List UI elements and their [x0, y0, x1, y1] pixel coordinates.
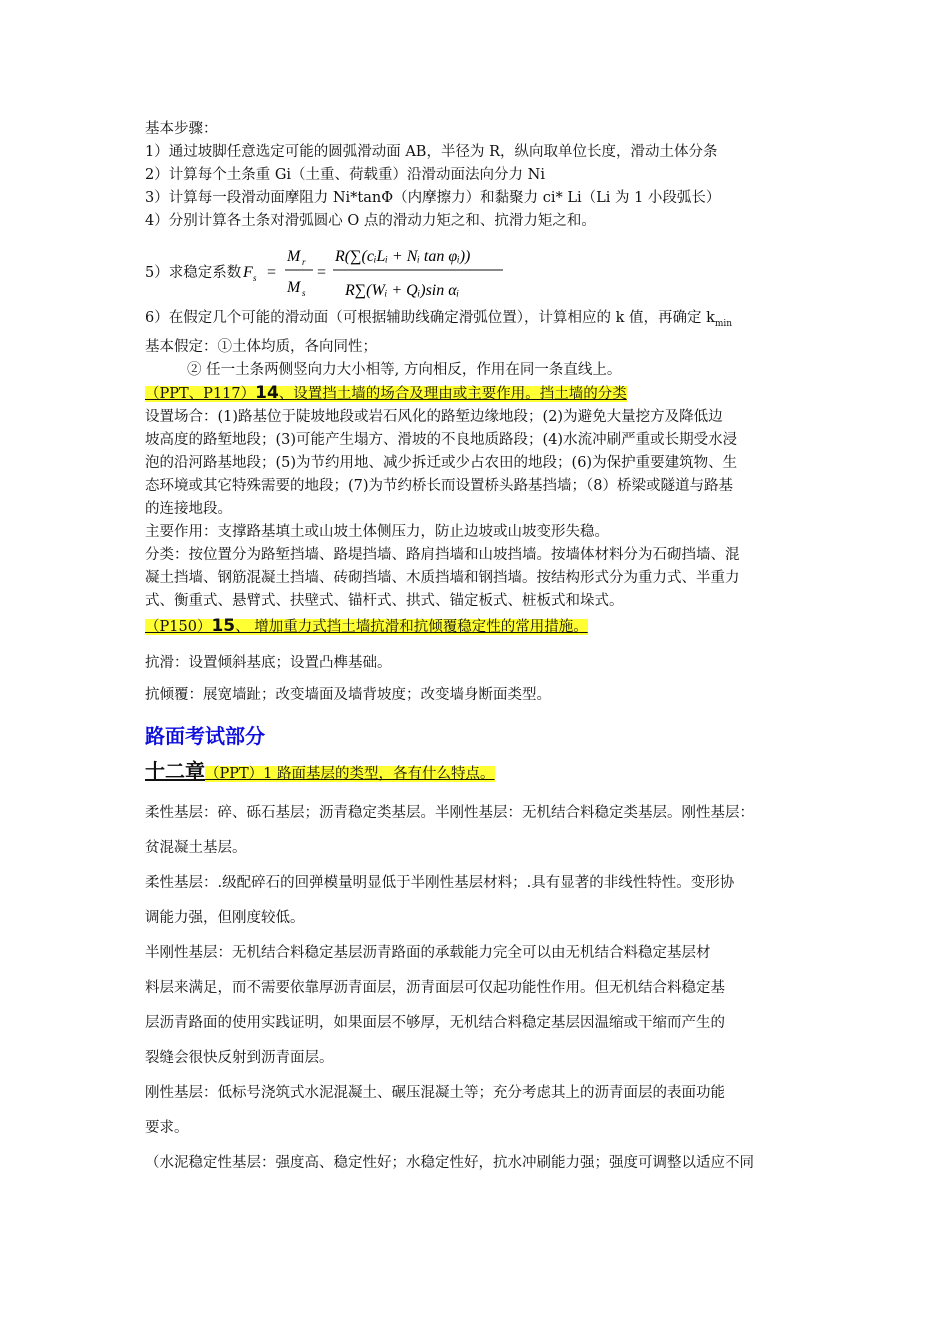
base-types-line-1: 柔性基层：碎、砾石基层；沥青稳定类基层。半刚性基层：无机结合料稳定类基层。刚性基层：	[145, 804, 754, 821]
rigid-base-line-1: 刚性基层：低标号浇筑式水泥混凝土、碾压混凝土等；充分考虑其上的沥青面层的表面功能	[145, 1084, 725, 1101]
mr-subscript: r	[302, 257, 306, 267]
stability-coefficient-formula	[241, 237, 511, 305]
step-6	[145, 307, 810, 336]
chapter-label: 十二章	[145, 758, 205, 783]
fs-symbol: F	[243, 264, 254, 281]
document-page	[145, 118, 810, 1181]
question-14-ref: （PPT、P117）	[145, 385, 256, 402]
question-14-title: 、设置挡土墙的场合及理由或主要作用。挡土墙的分类	[278, 385, 627, 402]
step-1: 1）通过坡脚任意选定可能的圆弧滑动面 AB，半径为 R，纵向取单位长度，滑动土体分条	[145, 144, 718, 160]
flexible-base-line-1: 柔性基层：.级配碎石的回弹模量明显低于半刚性基层材料；.具有显著的非线性特性。变形协	[145, 874, 735, 891]
formula-numerator: R(∑(cᵢLᵢ + Nᵢ tan φᵢ))	[335, 248, 471, 265]
q14-setting-line-2: 坡高度的路堑地段；(3)可能产生塌方、滑坡的不良地质路段；(4)水流冲刷严重或长期受水浸	[145, 431, 738, 448]
cement-base-line-1: （水泥稳定性基层：强度高、稳定性好；水稳定性好，抗水冲刷能力强；强度可调整以适应不同	[145, 1154, 754, 1171]
equals-sign-1: =	[267, 264, 277, 281]
q14-setting-line-1: 设置场合：(1)路基位于陡坡地段或岩石风化的路堑边缘地段；(2)为避免大量挖方及降低边	[145, 408, 723, 425]
step-2: 2）计算每个土条重 Gi（土重、荷载重）沿滑动面法向分力 Ni	[145, 167, 545, 183]
step-3: 3）计算每一段滑动面摩阻力 Ni*tanΦ（内摩擦力）和黏聚力 ci* Li（Li 为 1 小段弧长）	[145, 190, 721, 206]
q14-setting-line-4: 态环境或其它特殊需要的地段；(7)为节约桥长而设置桥头路基挡墙；（8）桥梁或隧道与路基	[145, 477, 734, 494]
equals-sign-2: =	[317, 264, 327, 281]
q14-main-role: 主要作用：支撑路基填土或山坡土体侧压力，防止边坡或山坡变形失稳。	[145, 523, 609, 540]
q14-classification-line-1: 分类：按位置分为路堑挡墙、路堤挡墙、路肩挡墙和山坡挡墙。按墙体材料分为石砌挡墙、混	[145, 546, 740, 563]
section-title: 路面考试部分	[145, 723, 265, 748]
question-15-heading	[145, 613, 810, 641]
rigid-base-line-2: 要求。	[145, 1119, 189, 1136]
flexible-base-line-2: 调能力强，但刚度较低。	[145, 909, 305, 926]
q14-classification-line-2: 凝土挡墙、钢筋混凝土挡墙、砖砌挡墙、木质挡墙和钢挡墙。按结构形式分为重力式、半重力	[145, 569, 740, 586]
q15-anti-sliding: 抗滑：设置倾斜基底；设置凸榫基础。	[145, 654, 392, 671]
mr-symbol: M	[287, 248, 301, 265]
q14-setting-line-5: 的连接地段。	[145, 500, 232, 517]
q14-classification-line-3: 式、衡重式、悬臂式、扶壁式、锚杆式、拱式、锚定板式、桩板式和垛式。	[145, 592, 624, 609]
question-15-number: 15	[211, 615, 236, 636]
chapter-question: （PPT）1 路面基层的类型，各有什么特点。	[205, 765, 495, 782]
q14-setting-line-3: 泡的沿河路基地段；(5)为节约用地、减少拆迁或少占农田的地段；(6)为保护重要建筑物、生	[145, 454, 738, 471]
chapter-heading	[145, 755, 810, 790]
fs-subscript: s	[253, 273, 257, 283]
formula-denominator: R∑(Wᵢ + Qᵢ)sin αᵢ	[345, 282, 460, 299]
question-15-ref: （P150）	[145, 618, 212, 635]
semi-rigid-base-line-1: 半刚性基层：无机结合料稳定基层沥青路面的承载能力完全可以由无机结合料稳定基层材	[145, 944, 711, 961]
semi-rigid-base-line-2: 料层来满足，而不需要依靠厚沥青面层，沥青面层可仅起功能性作用。但无机结合料稳定基	[145, 979, 725, 996]
question-14-highlight	[145, 382, 627, 403]
q15-anti-overturning: 抗倾覆：展宽墙趾；改变墙面及墙背坡度；改变墙身断面类型。	[145, 686, 551, 703]
base-types-line-2: 贫混凝土基层。	[145, 839, 247, 856]
question-15-highlight	[145, 615, 588, 636]
steps-heading: 基本步骤：	[145, 121, 218, 137]
question-14-heading	[145, 382, 810, 406]
assumption-1: 基本假定：①土体均质，各向同性；	[145, 338, 377, 355]
ms-symbol: M	[287, 279, 301, 296]
assumption-2: ② 任一土条两侧竖向力大小相等, 方向相反，作用在同一条直线上。	[187, 361, 622, 378]
semi-rigid-base-line-4: 裂缝会很快反射到沥青面层。	[145, 1049, 334, 1066]
question-14-number: 14	[255, 382, 279, 403]
step-6-text: 6）在假定几个可能的滑动面（可根据辅助线确定滑弧位置），计算相应的 k 值，再确定 k	[145, 310, 715, 326]
question-15-title: 、 增加重力式挡土墙抗滑和抗倾覆稳定性的常用措施。	[235, 618, 588, 635]
step-5-label: 5）求稳定系数	[145, 264, 242, 281]
ms-subscript: s	[302, 288, 306, 298]
step-4: 4）分别计算各土条对滑弧圆心 O 点的滑动力矩之和、抗滑力矩之和。	[145, 213, 596, 229]
semi-rigid-base-line-3: 层沥青路面的使用实践证明，如果面层不够厚，无机结合料稳定基层因温缩或干缩而产生的	[145, 1014, 725, 1031]
step-6-subscript: min	[714, 318, 733, 329]
step-5-formula-row	[145, 237, 810, 305]
